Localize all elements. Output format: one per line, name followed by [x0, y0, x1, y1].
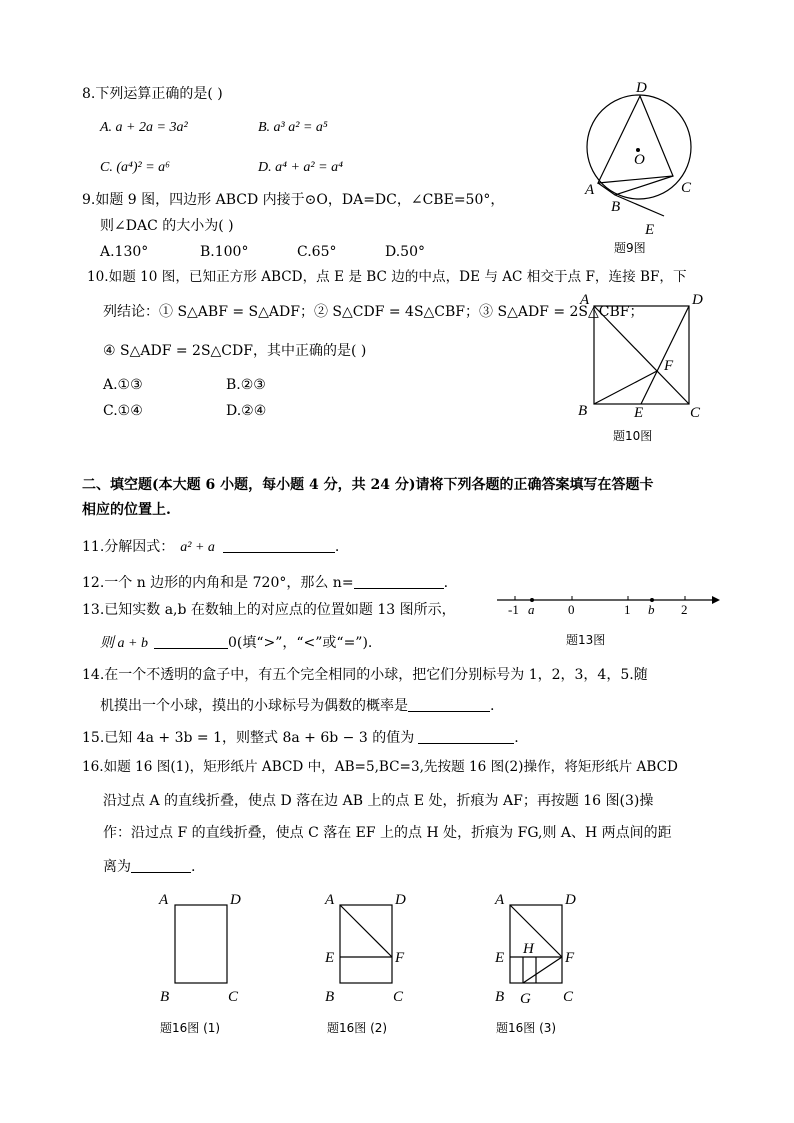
- q10-stem: 10.如题 10 图，已知正方形 ABCD，点 E 是 BC 边的中点，DE 与 AC 相交于点 F，连接 BF，下: [87, 269, 687, 285]
- label-a: a: [528, 602, 535, 617]
- label-c: C: [563, 989, 574, 1005]
- label-c: C: [681, 180, 692, 196]
- label-a: A: [325, 892, 335, 908]
- q9-option-c: C.65°: [297, 244, 337, 260]
- q11-expression: a² + a: [180, 540, 215, 555]
- number-line-q13: [495, 588, 720, 623]
- tick-label-0: 0: [568, 602, 575, 617]
- figure-q16-3-caption: 题16图 (3): [496, 1021, 557, 1035]
- figure-q16-3: [490, 888, 585, 1008]
- q13-answer-blank[interactable]: [154, 634, 228, 649]
- q11-suffix: .: [334, 539, 340, 555]
- q16-line-4: [103, 858, 195, 874]
- q16-suffix: .: [191, 859, 196, 875]
- section-2-heading-2: 相应的位置上.: [82, 502, 171, 518]
- rect-abcd: [175, 905, 227, 983]
- label-d: D: [230, 892, 241, 908]
- q8-option-a: A. a + 2a = 3a²: [100, 120, 188, 135]
- q14-answer-blank[interactable]: [408, 697, 490, 712]
- q11: [82, 538, 339, 555]
- fold-af: [510, 905, 562, 957]
- q8-stem: 8.下列运算正确的是( ): [82, 86, 223, 102]
- q9-stem: 9.如题 9 图，四边形 ABCD 内接于⊙O，DA=DC，∠CBE=50°，: [82, 192, 505, 208]
- label-b: B: [578, 403, 588, 419]
- label-a: A: [580, 292, 590, 308]
- q8-option-b: B. a³ a² = a⁵: [258, 120, 328, 135]
- label-e: E: [634, 405, 644, 421]
- figure-q9-caption: 题9图: [614, 241, 646, 255]
- q13-expression: 则 a + b: [100, 636, 148, 651]
- label-o: O: [634, 152, 645, 168]
- q16-line-2: 沿过点 A 的直线折叠，使点 D 落在边 AB 上的点 E 处，折痕为 AF；再按题 16 图(3)操: [103, 793, 654, 809]
- label-f: F: [664, 358, 674, 374]
- label-a: A: [585, 182, 595, 198]
- q10-option-a: A.①③: [103, 377, 143, 393]
- segment-bf: [594, 371, 657, 404]
- q10-option-c: C.①④: [103, 403, 143, 419]
- q16-answer-blank[interactable]: [131, 858, 191, 873]
- q11-answer-blank[interactable]: [223, 538, 335, 553]
- tick-label-2: 2: [681, 602, 688, 617]
- label-c: C: [690, 405, 701, 421]
- rect-abcd: [340, 905, 392, 983]
- label-a: A: [495, 892, 505, 908]
- figure-q16-1: [155, 888, 250, 1008]
- label-a: A: [159, 892, 169, 908]
- q8-option-c: C. (a⁴)² = a⁶: [100, 160, 171, 175]
- number-line-caption: 题13图: [566, 633, 606, 647]
- q10-option-d: D.②④: [226, 403, 267, 419]
- q10-line-3: ④ S△ADF = 2S△CDF，其中正确的是( ): [103, 343, 367, 359]
- label-d: D: [692, 292, 703, 308]
- label-b: B: [160, 989, 170, 1005]
- figure-q10-caption: 题10图: [613, 429, 653, 443]
- q15: [82, 729, 519, 745]
- q11-prefix: 11.分解因式：: [82, 539, 175, 555]
- label-e: E: [645, 222, 655, 238]
- q13-stem: 13.已知实数 a,b 在数轴上的对应点的位置如题 13 图所示，: [82, 602, 456, 618]
- q12-suffix: .: [443, 575, 449, 591]
- figure-q16-2: [320, 888, 415, 1008]
- q15-answer-blank[interactable]: [418, 729, 514, 744]
- label-e: E: [325, 950, 335, 966]
- label-b: B: [495, 989, 505, 1005]
- q12: [82, 574, 448, 590]
- circle-o: [587, 95, 691, 199]
- figure-q16-2-caption: 题16图 (2): [327, 1021, 388, 1035]
- figure-q10: [575, 288, 715, 423]
- diagonal-ac: [594, 306, 689, 404]
- q15-prefix: 15.已知 4a + 3b = 1，则整式 8a + 6b − 3 的值为: [82, 730, 415, 746]
- q12-prefix: 12.一个 n 边形的内角和是 720°，那么 n=: [82, 575, 354, 591]
- label-f: F: [395, 950, 405, 966]
- label-f: F: [565, 950, 575, 966]
- q14-prefix: 机摸出一个小球，摸出的小球标号为偶数的概率是: [100, 698, 408, 714]
- label-d: D: [395, 892, 406, 908]
- fold-af: [340, 905, 392, 957]
- figure-q9: [570, 78, 700, 253]
- q9-stem-2: 则∠DAC 的大小为( ): [100, 218, 234, 234]
- q9-option-a: A.130°: [100, 244, 149, 260]
- label-c: C: [228, 989, 239, 1005]
- q16-line-3: 作：沿过点 F 的直线折叠，使点 C 落在 EF 上的点 H 处，折痕为 FG,则 A、H 两点间的距: [103, 825, 672, 841]
- q16-line-1: 16.如题 16 图(1)，矩形纸片 ABCD 中，AB=5,BC=3,先按题 16 图(2)操作，将矩形纸片 ABCD: [82, 759, 678, 775]
- figure-q16-1-caption: 题16图 (1): [160, 1021, 221, 1035]
- label-h: H: [523, 941, 534, 957]
- q14-line-2: [100, 697, 494, 713]
- tick-label-1: 1: [624, 602, 631, 617]
- q13-suffix: 0(填“>”，“<”或“=”).: [227, 635, 373, 651]
- chord-abc: [598, 176, 673, 195]
- label-b: B: [325, 989, 335, 1005]
- q9-option-d: D.50°: [385, 244, 425, 260]
- label-b: B: [611, 199, 621, 215]
- triangle-dac: [598, 96, 673, 183]
- q15-suffix: .: [514, 730, 519, 746]
- label-b: b: [648, 602, 655, 617]
- fold-fg: [523, 957, 562, 983]
- label-g: G: [520, 991, 531, 1007]
- segment-de: [641, 306, 689, 404]
- ray-be: [615, 195, 664, 216]
- label-d: D: [636, 80, 647, 96]
- q8-option-d: D. a⁴ + a² = a⁴: [258, 160, 343, 175]
- q12-answer-blank[interactable]: [354, 574, 444, 589]
- label-e: E: [495, 950, 505, 966]
- q10-option-b: B.②③: [226, 377, 266, 393]
- q10-line-2: 列结论：① S△ABF = S△ADF；② S△CDF = 4S△CBF；③ S△ADF = 2S△CBF；: [103, 304, 644, 320]
- section-2-heading: 二、填空题(本大题 6 小题，每小题 4 分，共 24 分)请将下列各题的正确答案填写在答题卡: [82, 477, 654, 493]
- tick-label-minus-1: -1: [508, 602, 519, 617]
- axis-arrow: [712, 596, 720, 604]
- q9-option-b: B.100°: [200, 244, 249, 260]
- label-c: C: [393, 989, 404, 1005]
- q16-prefix: 离为: [103, 859, 131, 875]
- q14-line-1: 14.在一个不透明的盒子中，有五个完全相同的小球，把它们分别标号为 1，2，3，4，5.随: [82, 667, 648, 683]
- label-d: D: [565, 892, 576, 908]
- q13-line-2: [100, 634, 372, 651]
- q14-suffix: .: [490, 698, 495, 714]
